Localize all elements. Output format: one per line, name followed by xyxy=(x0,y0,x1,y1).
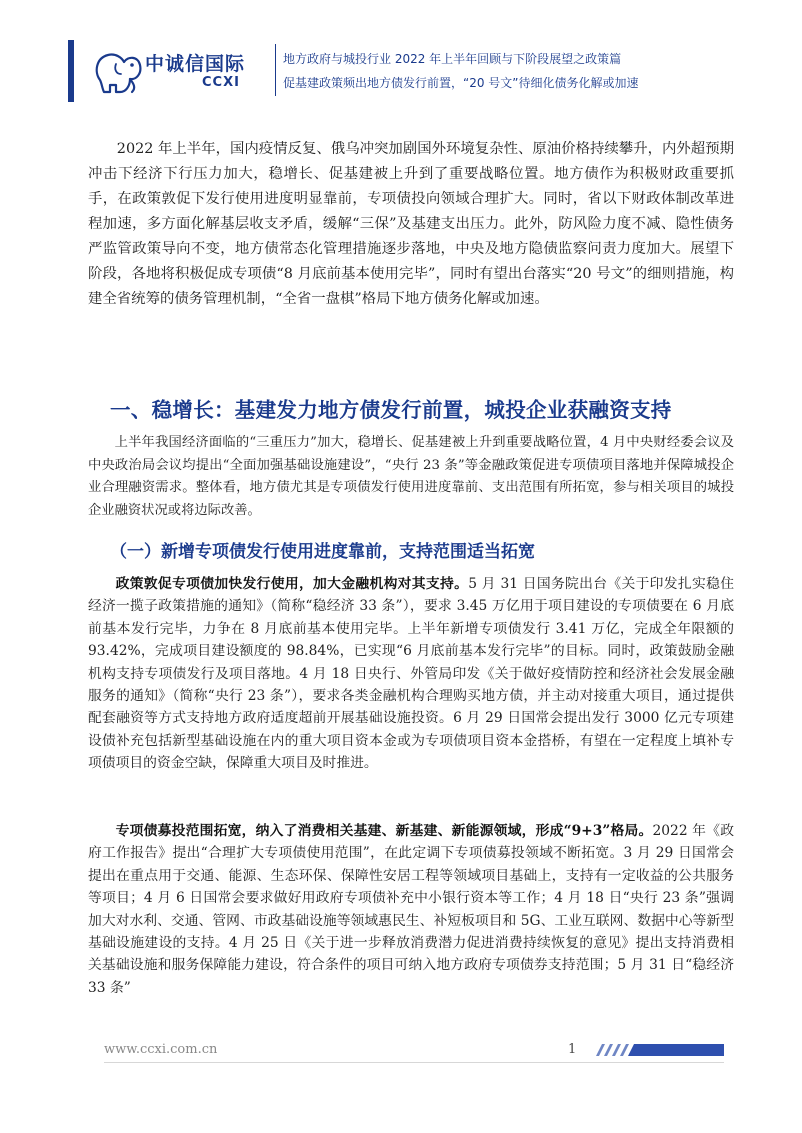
report-title-line-2: 促基建政策频出地方债发行前置，“20 号文”待细化债务化解或加速 xyxy=(283,76,639,90)
paragraph-lead-sentence: 政策敦促专项债加快发行使用，加大金融机构对其支持。 xyxy=(115,576,469,592)
section-heading: 一、稳增长：基建发力地方债发行前置，城投企业获融资支持 xyxy=(110,398,672,422)
section-intro-paragraph: 上半年我国经济面临的“三重压力”加大，稳增长、促基建被上升到重要战略位置，4 月中央财经委会议及中央政治局会议均提出“全面加强基础设施建设”，“央行 23 条”等金融政策促进专项债项目落地并保障城投企业合理融资需求。整体看，地方债尤其是专项债发行使用进度靠前、支出范围有所拓宽，参与相关项目的城投企业融资状况或将边际改善。 xyxy=(88,435,734,518)
paragraph-body: 2022 年《政府工作报告》提出“合理扩大专项债使用范围”，在此定调下专项债募投领域不断拓宽。3 月 29 日国常会提出在重点用于交通、能源、生态环保、保障性安居工程等领域项目基础上，支持有一定收益的公共服务等项目；4 月 6 日国常会要求做好用政府专项债补充中小银行资本等工作；4 月 18 日“央行 23 条”强调加大对水利、交通、管网、市政基础设施等领域惠民生、补短板项目和 5G、工业互联网、数据中心等新型基础设施建设的支持。4 月 25 日《关于进一步释放消费潜力促进消费持续恢复的意见》提出支持消费相关基础设施和服务保障能力建设，符合条件的项目可纳入地方政府专项债券支持范围；5 月 31 日“稳经济 33 条” xyxy=(88,823,734,996)
intro-paragraph: 2022 年上半年，国内疫情反复、俄乌冲突加剧国外环境复杂性、原油价格持续攀升，内外超预期冲击下经济下行压力加大，稳增长、促基建被上升到了重要战略位置。地方债作为积极财政重要抓手，在政策敦促下发行使用进度明显靠前，专项债投向领域合理扩大。同时，省以下财政体制改革进程加速，多方面化解基层收支矛盾，缓解“三保”及基建支出压力。此外，防风险力度不减、隐性债务严监管政策导向不变，地方债常态化管理措施逐步落地，中央及地方隐债监察问责力度加大。展望下阶段，各地将积极促成专项债“8 月底前基本使用完毕”，同时有望出台落实“20 号文”的细则措施，构建全省统筹的债务管理机制，“全省一盘棋”格局下地方债务化解或加速。 xyxy=(88,141,734,307)
header-accent-bar xyxy=(68,40,74,102)
paragraph-investment-scope xyxy=(88,820,734,999)
header-divider xyxy=(275,44,276,96)
page-header xyxy=(0,0,802,110)
ccxi-logo xyxy=(92,44,272,100)
footer-website: www.ccxi.com.cn xyxy=(104,1042,218,1057)
logo-english-name: CCXI xyxy=(202,75,240,90)
logo-chinese-name: 中诚信国际 xyxy=(145,53,246,75)
paragraph-special-bond-issuance xyxy=(88,573,734,775)
footer-stripes-decoration xyxy=(590,1044,724,1056)
paragraph-body: 5 月 31 日国务院出台《关于印发扎实稳住经济一揽子政策措施的通知》（简称“稳经济 33 条”），要求 3.45 万亿用于项目建设的专项债要在 6 月底前基本发行完毕，力争在 8 月底前基本使用完毕。上半年新增专项债发行 3.41 万亿，完成全年限额的 93.42%，完成项目建设额度的 98.84%，已实现“6 月底前基本发行完毕”的目标。同时，政策鼓励金融机构支持专项债发行及项目落地。4 月 18 日央行、外管局印发《关于做好疫情防控和经济社会发展金融服务的通知》（简称“央行 23 条”），要求各类金融机构合理购买地方债，并主动对接重大项目，通过提供配套融资等方式支持地方政府适度超前开展基础设施投资。6 月 29 日国常会提出发行 3000 亿元专项建设债补充包括新型基础设施在内的重大项目资本金或为专项债项目资本金搭桥，有望在一定程度上填补专项债项目的资金空缺，保障重大项目及时推进。 xyxy=(88,576,734,772)
elephant-logo-icon xyxy=(92,50,144,96)
paragraph-lead-sentence: 专项债募投范围拓宽，纳入了消费相关基建、新基建、新能源领域，形成“9+3”格局。 xyxy=(115,823,653,839)
subsection-heading: （一）新增专项债发行使用进度靠前，支持范围适当拓宽 xyxy=(110,542,535,562)
page-number: 1 xyxy=(568,1042,577,1057)
footer-divider xyxy=(104,1062,724,1063)
report-title-line-1: 地方政府与城投行业 2022 年上半年回顾与下阶段展望之政策篇 xyxy=(283,52,622,66)
